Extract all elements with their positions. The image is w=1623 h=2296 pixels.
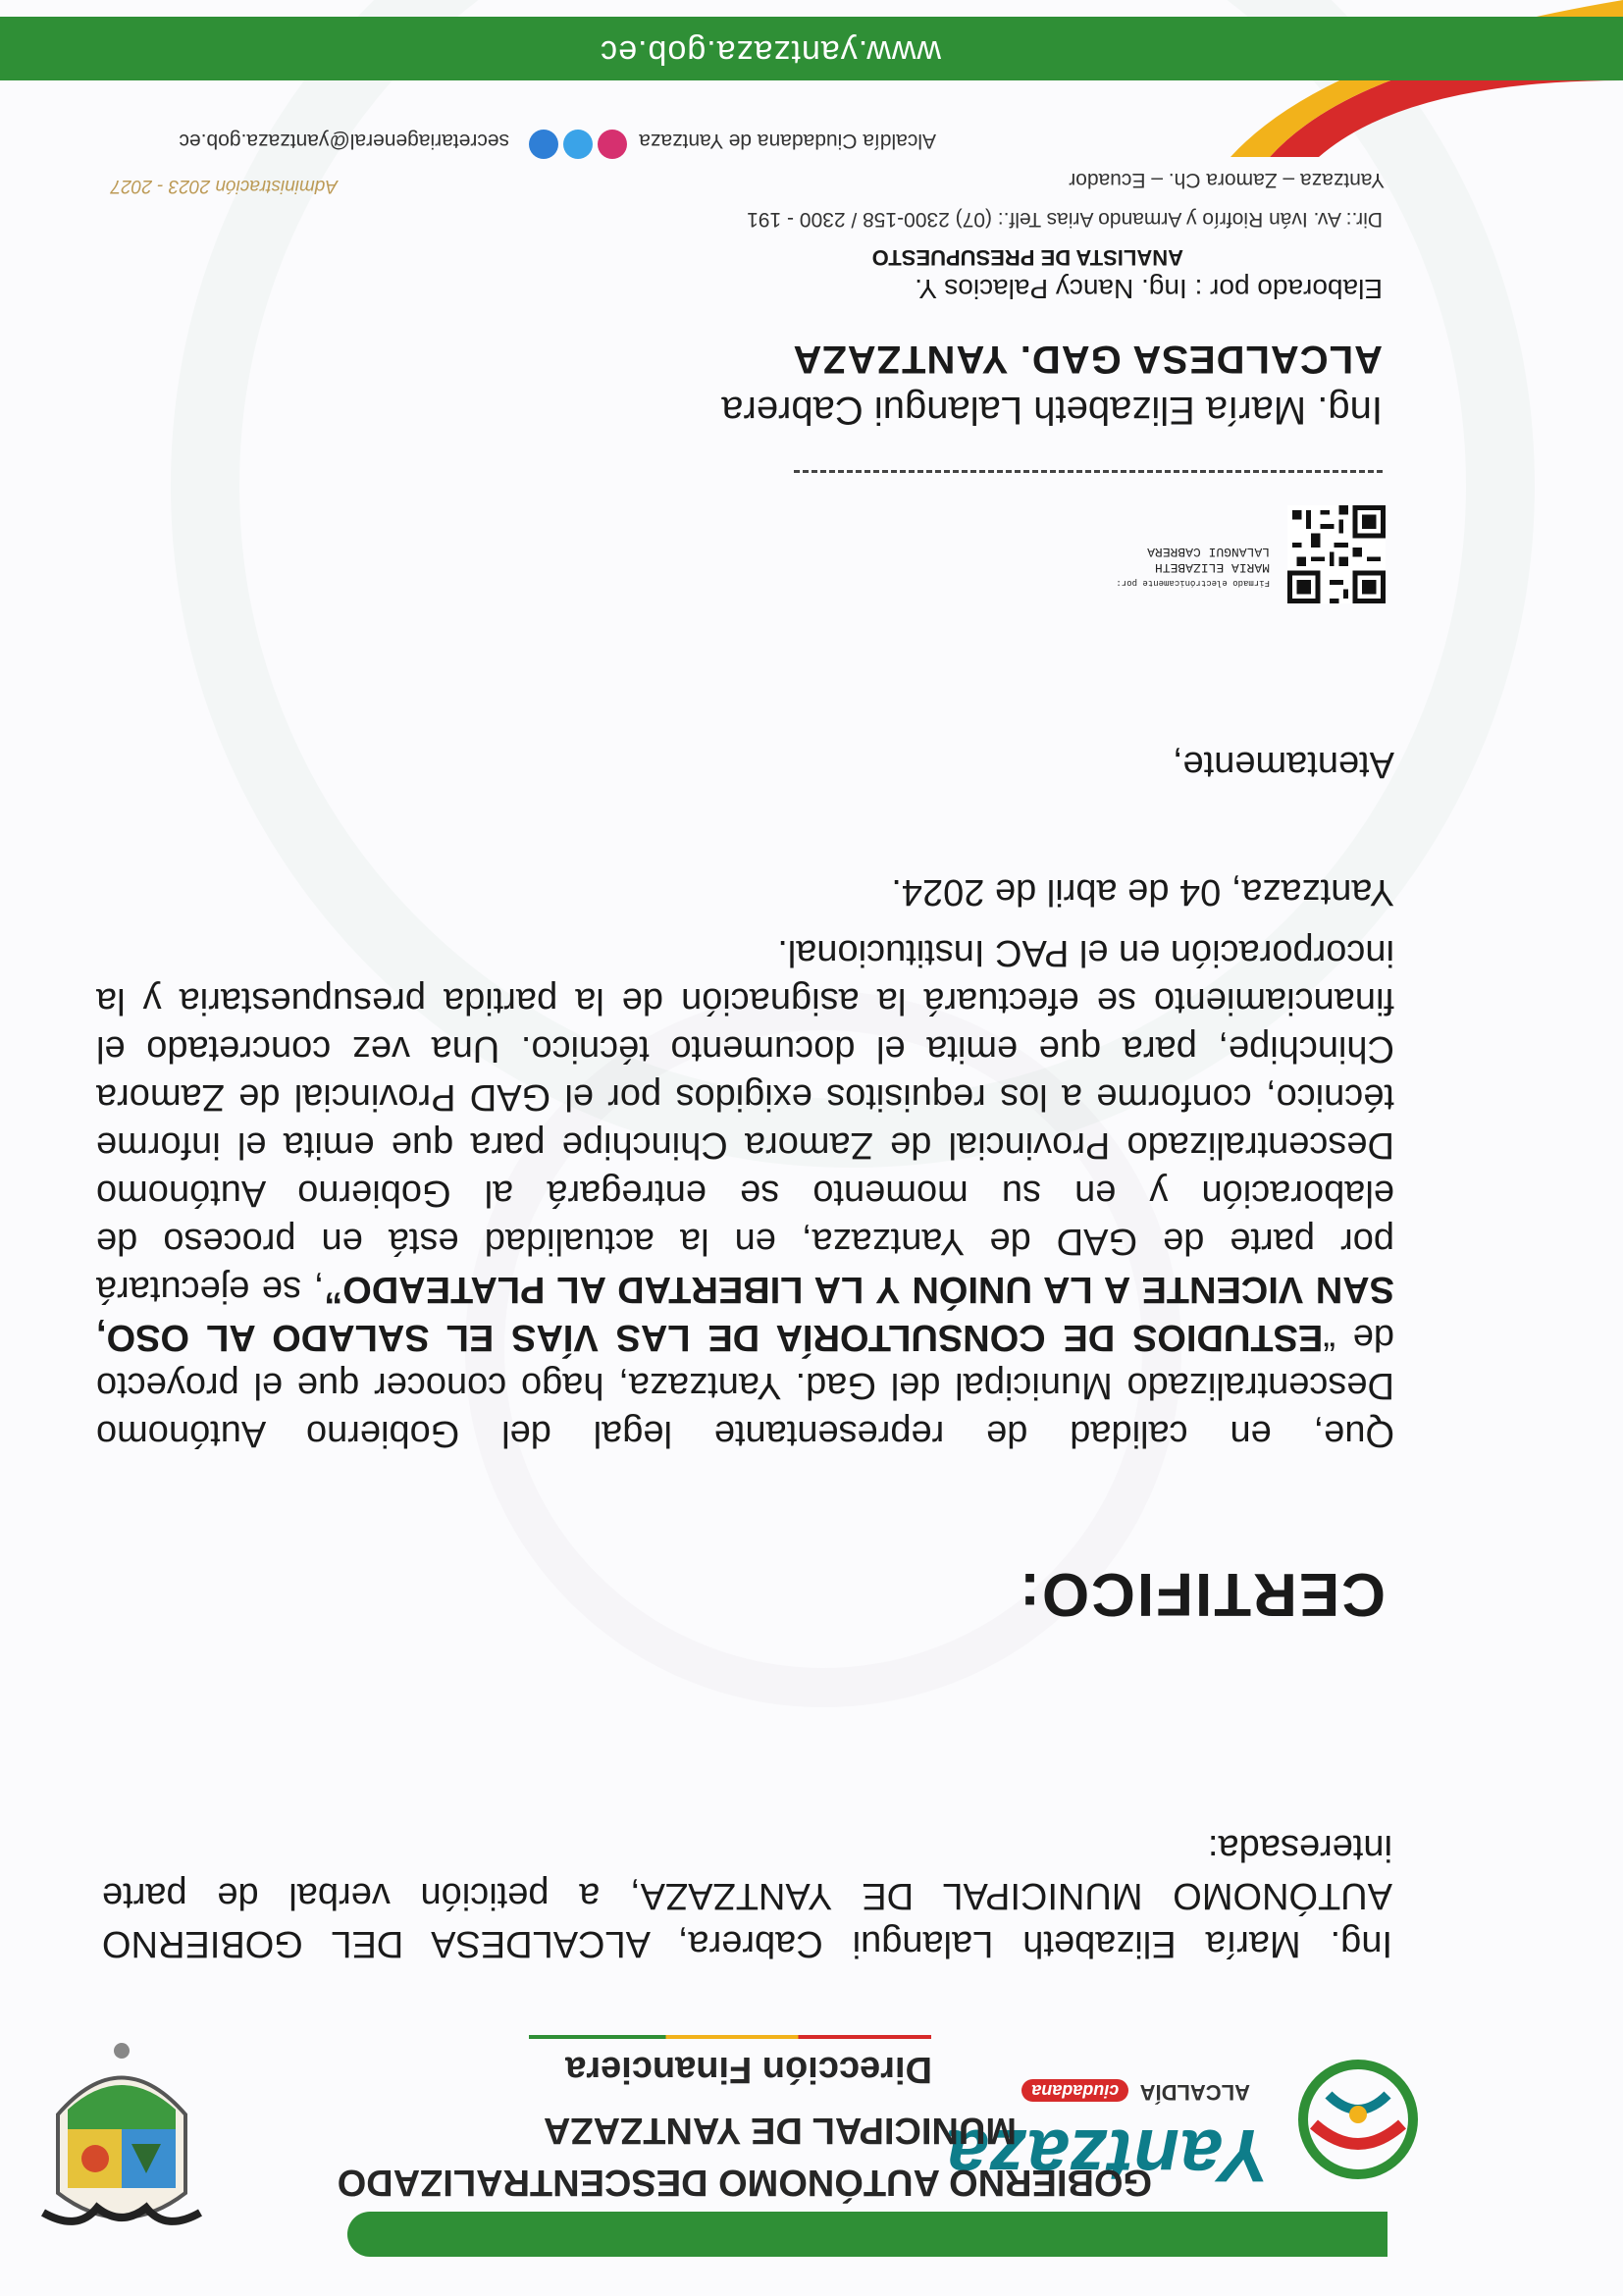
department-underline xyxy=(529,2035,931,2039)
footer-address: Dir.: Av. Iván Riofrío y Armando Arias Telf.: (07) 2300-158 / 2300 - 191 xyxy=(747,208,1383,231)
signer-name: Ing. María Elizabeth Lalangui Cabrera xyxy=(721,389,1383,432)
body-line: técnico, conforme a los requisitos exigidos por el GAD Provincial de Zamora xyxy=(96,1076,1394,1118)
document-date: Yantzaza, 04 de abril de 2024. xyxy=(891,871,1394,913)
signer-title: ALCALDESA GAD. YANTZAZA xyxy=(792,338,1383,381)
footer-email[interactable]: secretariageneral@yantzaza.gob.ec xyxy=(179,130,509,152)
logo-wordmark: Yantzaza xyxy=(945,2113,1270,2197)
logo-sub-label: ALCALDÍA xyxy=(1140,2080,1250,2105)
footer-website[interactable]: www.yantzaza.gob.ec xyxy=(600,33,941,71)
department-name: Dirección Financiera xyxy=(565,2049,932,2090)
facebook-icon[interactable] xyxy=(529,130,558,159)
project-name-part1: ESTUDIOS DE CONSULTORÍA DE LAS VÍAS EL SALADO AL OSO, xyxy=(96,1317,1324,1358)
instagram-icon[interactable] xyxy=(598,130,627,159)
intro-line-2: AUTÓNOMO MUNICIPAL DE YANTZAZA, a petición verbal de parte xyxy=(102,1875,1392,1916)
body-line: Descentralizado Provincial de Zamora Chinchipe para que emita el informe xyxy=(96,1124,1394,1166)
logo-pill: ciudadana xyxy=(1021,2079,1128,2102)
body-line-project-start xyxy=(96,1313,1394,1361)
body-line: financiamiento se efectuará la asignación de la partida presupuestaria y la xyxy=(96,980,1394,1021)
municipal-crest-icon xyxy=(38,2036,205,2232)
prepared-by-role: ANALISTA DE PRESUPUESTO xyxy=(871,245,1183,270)
certificate-title: CERTIFICO: xyxy=(1018,1560,1386,1628)
qr-caption-name2: LALANGUI CABRERA xyxy=(1147,545,1270,559)
closing-salutation: Atentamente, xyxy=(1172,744,1394,785)
body-line-project-end xyxy=(96,1265,1394,1313)
logo-subtitle xyxy=(1021,2079,1250,2105)
project-name-part2: SAN VICENTE A LA UNIÓN Y LA LIBERTAD AL PLATEADO” xyxy=(324,1269,1394,1310)
body-line: por parte de GAD de Yantzaza, en la actualidad está en proceso de xyxy=(96,1221,1394,1262)
yantzaza-logo-icon xyxy=(1294,2056,1422,2183)
body-prefix: de “ xyxy=(1323,1317,1394,1358)
footer-city: Yantzaza – Zamora Ch. – Ecuador xyxy=(1069,169,1385,191)
certificate-body xyxy=(96,928,1394,1457)
org-name-line1: GOBIERNO AUTÓNOMO DESCENTRALIZADO xyxy=(337,2162,1152,2203)
body-line: Descentralizado Municipal del Gad. Yantzaza, hago conocer que el proyecto xyxy=(96,1365,1394,1406)
body-line: Chinchipe, para que emita el documento técnico. Una vez concretado el xyxy=(96,1028,1394,1070)
intro-paragraph xyxy=(102,1823,1392,1967)
qr-caption-name1: MARIA ELIZABETH xyxy=(1154,560,1270,575)
body-line: incorporación en el PAC Institucional. xyxy=(777,932,1394,973)
qr-caption-small: Firmado electrónicamente por: xyxy=(1116,578,1270,588)
body-line: Que, en calidad de representante legal del Gobierno Autónomo xyxy=(96,1413,1394,1454)
intro-line-1 xyxy=(102,1919,1392,1967)
footer-motto: Administración 2023 - 2027 xyxy=(110,176,338,196)
footer-social-handle[interactable]: Alcaldía Ciudadana de Yantzaza xyxy=(639,130,936,152)
intro-line-3: interesada: xyxy=(1207,1827,1392,1868)
header-bar xyxy=(347,2212,1387,2257)
qr-caption xyxy=(1116,544,1270,591)
signature-qr-code xyxy=(1287,505,1386,603)
intro-text-1: Ing. María Elizabeth Lalangui Cabrera, ALCALDESA DEL GOBIERNO xyxy=(102,1923,1392,1964)
messenger-icon[interactable] xyxy=(563,130,593,159)
prepared-by: Elaborado por : Ing. Nancy Palacios Y. xyxy=(915,274,1383,304)
body-line: elaboración y en su momento se entregará al Gobierno Autónomo xyxy=(96,1173,1394,1214)
body-suffix: , se ejecutará xyxy=(96,1269,325,1310)
signature-line xyxy=(794,470,1383,473)
org-name-line2: MUNICIPAL DE YANTZAZA xyxy=(543,2110,1017,2151)
